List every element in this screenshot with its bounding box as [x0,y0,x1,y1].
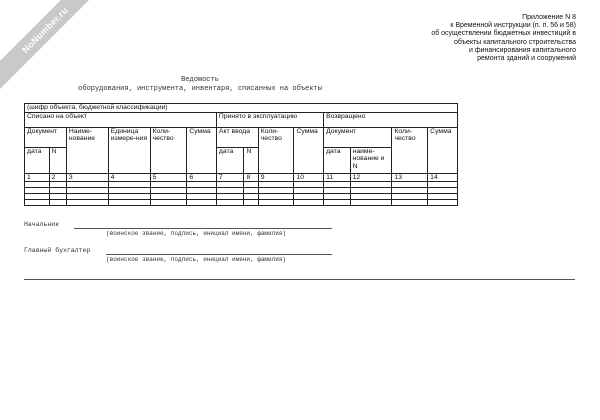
column-number: 7 [216,173,244,182]
column-number: 1 [25,173,50,182]
unit-header: Единица измере-ния [108,127,150,173]
column-number: 9 [258,173,294,182]
column-number: 11 [324,173,351,182]
column-number: 12 [350,173,392,182]
qty3-header: Коли-чество [392,127,428,173]
column-number: 3 [66,173,108,182]
column-number: 4 [108,173,150,182]
column-number: 13 [392,173,428,182]
bottom-rule [24,279,575,280]
column-number: 5 [150,173,187,182]
cipher-cell: (шифр объекта, бюджетной классификации) [25,104,458,113]
empty-row [25,200,458,206]
date3-header: дата [324,147,351,173]
date2-header: дата [216,147,244,173]
number-header: N [49,147,66,173]
name-header: Наиме-нование [66,127,108,173]
name-number-header: наиме-нование и N [350,147,392,173]
chief-label: Начальник [24,221,60,228]
column-number: 6 [187,173,217,182]
document2-header: Документ [324,127,392,147]
appendix-note [431,14,576,63]
chief-hint: (воинское звание, подпись, инициал имени, фамилия) [106,230,287,237]
qty-header: Коли-чество [150,127,187,173]
appendix-line: Приложение N 8 [522,14,576,21]
column-number: 10 [294,173,324,182]
statement-table [24,103,458,206]
date-header: дата [25,147,50,173]
appendix-line: объекты капитального строительства [454,38,576,46]
chief-signature-line [74,228,332,229]
number2-header: N [244,147,258,173]
title-line-1: Ведомость [181,76,219,84]
title-line-2: оборудования, инструмента, инвентаря, списанных на объекты [78,85,322,93]
sum3-header: Сумма [428,127,458,173]
qty2-header: Коли-чество [258,127,294,173]
appendix-line: об осуществлении бюджетных инвестиций в [431,30,576,38]
returned-header: Возвращено [324,112,458,127]
accountant-signature-line [106,254,332,255]
column-number: 2 [49,173,66,182]
appendix-line: ремонта зданий и сооружений [477,55,576,63]
act-header: Акт ввода [216,127,258,147]
accountant-hint: (воинское звание, подпись, инициал имени, фамилия) [106,256,287,263]
accountant-label: Главный бухгалтер [24,247,91,254]
sum-header: Сумма [187,127,217,173]
column-number: 14 [428,173,458,182]
accepted-header: Принято в эксплуатацию [216,112,323,127]
column-number: 8 [244,173,258,182]
watermark-text: NoNumber.ru [20,5,70,55]
document-title [0,76,400,94]
appendix-line: и финансирования капитального [468,46,576,54]
sum2-header: Сумма [294,127,324,173]
document-header: Документ [25,127,67,147]
appendix-line: к Временной инструкции (п. п. 56 и 58) [450,22,576,30]
written-off-header: Списано на объект [25,112,217,127]
